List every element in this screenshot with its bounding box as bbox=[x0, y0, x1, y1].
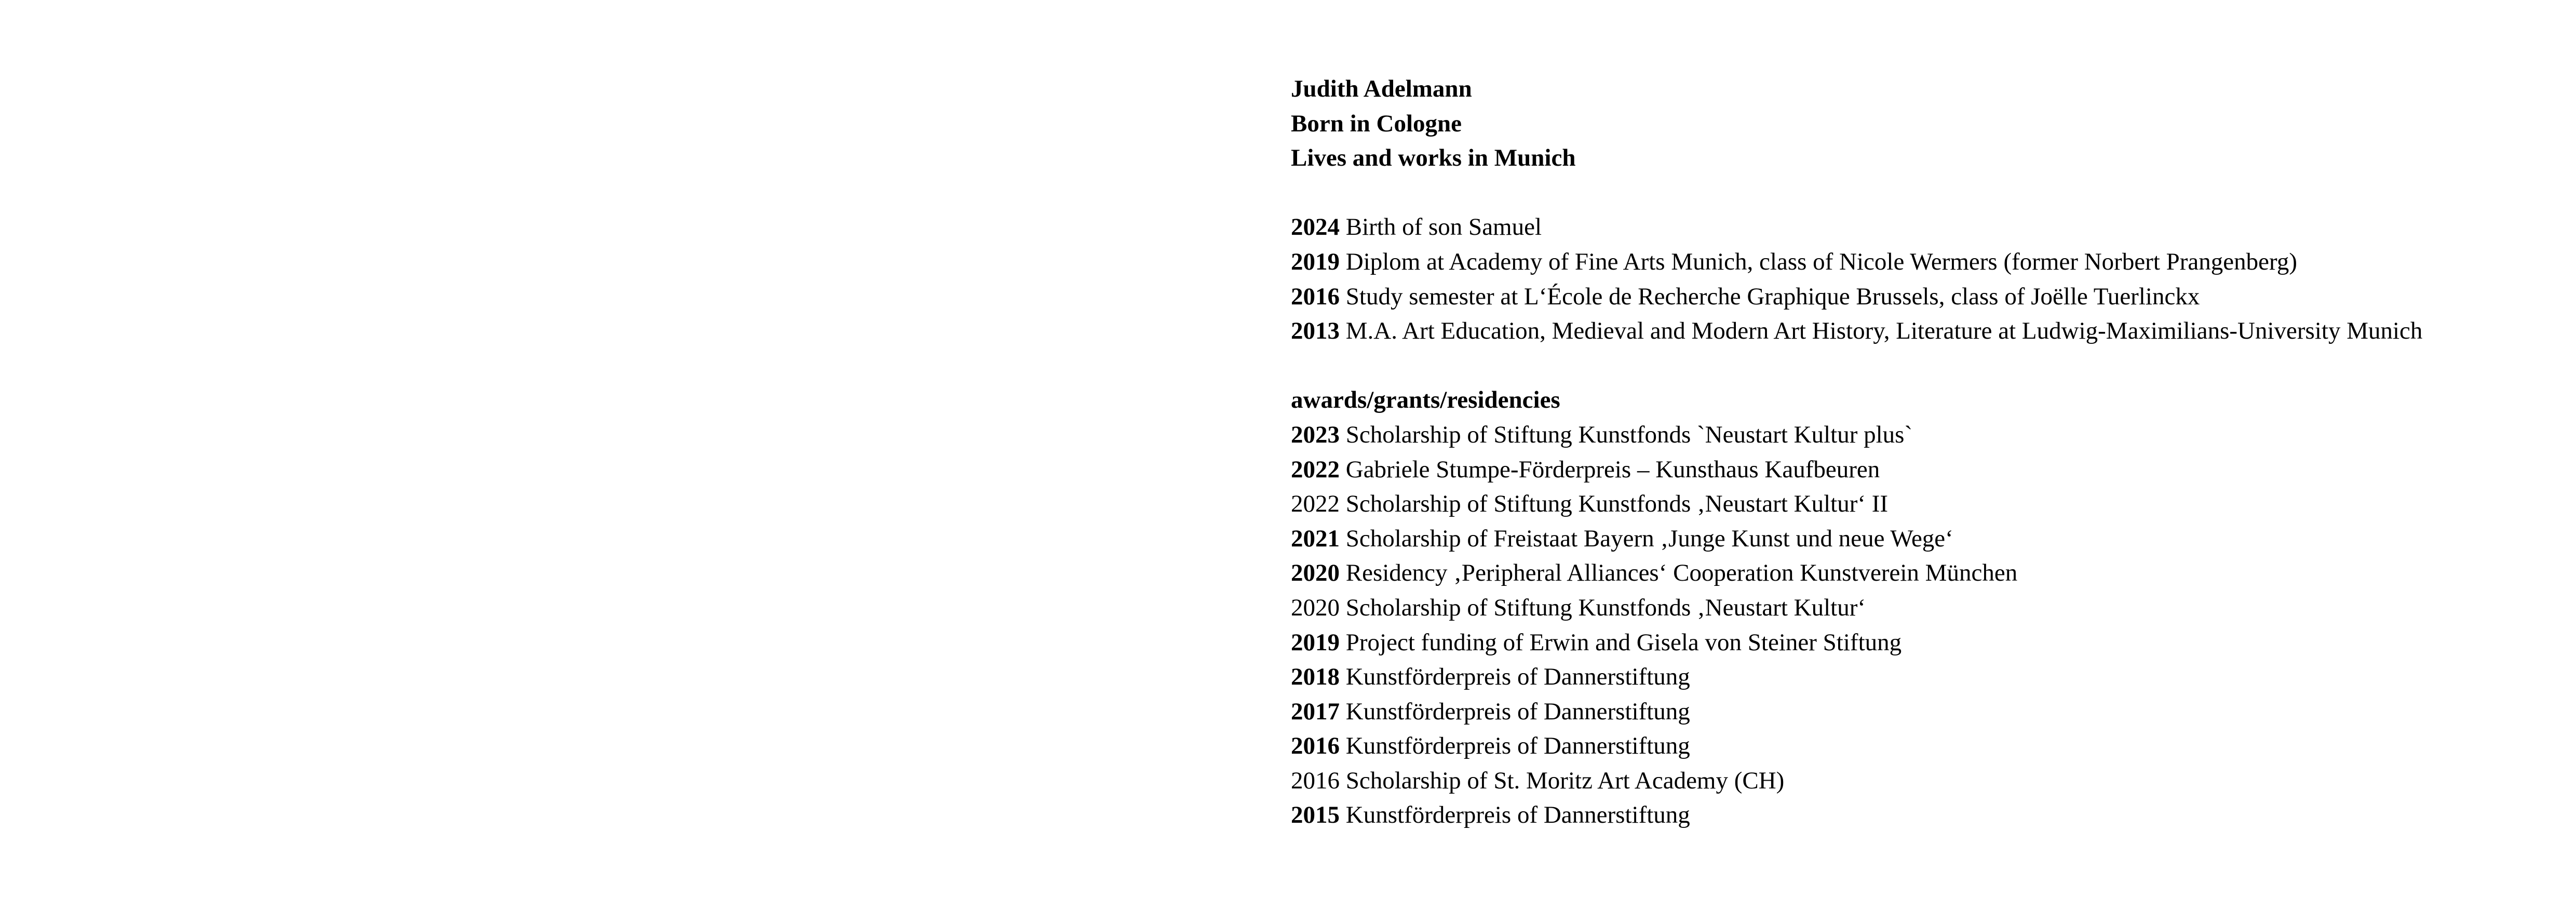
award-year: 2020 bbox=[1291, 559, 1340, 587]
award-year: 2016 bbox=[1291, 767, 1340, 794]
award-text: Scholarship of St. Moritz Art Academy (CH) bbox=[1345, 767, 1785, 794]
award-year: 2019 bbox=[1291, 628, 1340, 656]
award-year: 2017 bbox=[1291, 698, 1340, 725]
award-year: 2015 bbox=[1291, 801, 1340, 829]
spacer bbox=[1291, 176, 2422, 210]
entry-text: Study semester at L‘École de Recherche Graphique Brussels, class of Joëlle Tuerlinckx bbox=[1345, 283, 2200, 310]
entry-year: 2019 bbox=[1291, 248, 1340, 275]
award-text: Kunstförderpreis of Dannerstiftung bbox=[1345, 663, 1690, 691]
award-year: 2020 bbox=[1291, 594, 1340, 621]
award-text: Scholarship of Stiftung Kunstfonds ‚Neustart Kultur‘ II bbox=[1345, 490, 1889, 518]
artist-name: Judith Adelmann bbox=[1291, 75, 1472, 102]
award-entry bbox=[1291, 418, 2422, 452]
award-text: Scholarship of Stiftung Kunstfonds `Neustart Kultur plus` bbox=[1345, 421, 1913, 448]
residence: Lives and works in Munich bbox=[1291, 144, 1576, 172]
award-entry bbox=[1291, 591, 2422, 625]
award-year: 2016 bbox=[1291, 732, 1340, 760]
biography-entry bbox=[1291, 314, 2422, 349]
award-entry bbox=[1291, 763, 2422, 798]
award-entry bbox=[1291, 487, 2422, 521]
birthplace: Born in Cologne bbox=[1291, 110, 1462, 137]
award-entry bbox=[1291, 556, 2422, 591]
award-year: 2022 bbox=[1291, 456, 1340, 483]
entry-text: Diplom at Academy of Fine Arts Munich, class of Nicole Wermers (former Norbert Prangenberg) bbox=[1345, 248, 2297, 275]
biography-entry bbox=[1291, 245, 2422, 279]
entry-year: 2013 bbox=[1291, 317, 1340, 345]
biography-entry bbox=[1291, 210, 2422, 245]
award-entry bbox=[1291, 660, 2422, 694]
biography-list bbox=[1291, 210, 2422, 348]
award-entry bbox=[1291, 521, 2422, 556]
entry-text: Birth of son Samuel bbox=[1345, 213, 1542, 241]
award-text: Residency ‚Peripheral Alliances‘ Cooperation Kunstverein München bbox=[1345, 559, 2018, 587]
awards-list bbox=[1291, 418, 2422, 833]
award-text: Scholarship of Stiftung Kunstfonds ‚Neustart Kultur‘ bbox=[1345, 594, 1866, 621]
award-text: Project funding of Erwin and Gisela von Steiner Stiftung bbox=[1345, 628, 1902, 656]
award-year: 2021 bbox=[1291, 525, 1340, 552]
awards-heading: awards/grants/residencies bbox=[1291, 386, 1560, 414]
award-entry bbox=[1291, 729, 2422, 763]
award-text: Kunstförderpreis of Dannerstiftung bbox=[1345, 698, 1690, 725]
award-text: Kunstförderpreis of Dannerstiftung bbox=[1345, 801, 1690, 829]
award-entry bbox=[1291, 798, 2422, 833]
entry-year: 2024 bbox=[1291, 213, 1340, 241]
entry-text: M.A. Art Education, Medieval and Modern Art History, Literature at Ludwig-Maximilians-University Munich bbox=[1345, 317, 2423, 345]
award-entry bbox=[1291, 625, 2422, 660]
entry-year: 2016 bbox=[1291, 283, 1340, 310]
award-text: Scholarship of Freistaat Bayern ‚Junge Kunst und neue Wege‘ bbox=[1345, 525, 1953, 552]
award-entry bbox=[1291, 452, 2422, 487]
award-year: 2018 bbox=[1291, 663, 1340, 691]
spacer bbox=[1291, 349, 2422, 383]
award-year: 2023 bbox=[1291, 421, 1340, 448]
cv-document bbox=[1291, 72, 2422, 833]
award-text: Kunstförderpreis of Dannerstiftung bbox=[1345, 732, 1690, 760]
award-text: Gabriele Stumpe-Förderpreis – Kunsthaus Kaufbeuren bbox=[1345, 456, 1880, 483]
biography-entry bbox=[1291, 279, 2422, 314]
award-entry bbox=[1291, 694, 2422, 729]
award-year: 2022 bbox=[1291, 490, 1340, 518]
